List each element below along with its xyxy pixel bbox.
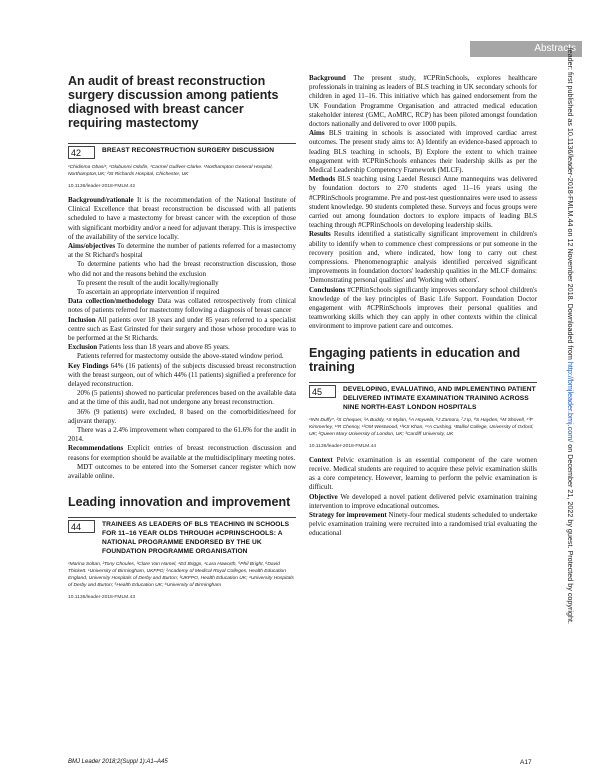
paragraph xyxy=(309,74,537,129)
abstract-authors: ¹INN Duffy*, ²S Chequer, ³A Buddy, ⁴S Mylan, ⁵A Hoyuela, ⁶J Zamora, ⁷J Ip, ⁸S Hayden, ⁹M Shovell, ¹⁰F Kimmerley, ¹¹R Chenoy, ¹²OM Westwood, ¹³KS Khan, ¹⁴A Cushing. ¹Balliol College, University of Oxford, UK; ²Queen Mary University of London, UK; ³Cardiff University, UK xyxy=(309,417,534,437)
right-column xyxy=(309,74,537,539)
abstract-number: 45 xyxy=(309,385,336,398)
abstract-42-page-title: An audit of breast reconstruction surgery discussion among patients diagnosed with breast cancer requiring mastectomy xyxy=(68,74,279,130)
paragraph-text: Explicit entries of breast reconstruction discussion and reasons for exemption should be available at the multidisciplinary meeting notes. xyxy=(68,444,296,462)
paragraph-text: 20% (5 patients) showed no particular preferences based on the available data and at the time of this audit, had not undergone any breast reconstruction. xyxy=(68,389,296,407)
side-note-text: leader: first published as 10.1136/leader-2018-FMLM.44 on 12 November 2018. Downloaded from xyxy=(566,48,575,362)
abstract-44-body xyxy=(309,74,537,332)
paragraph xyxy=(68,362,296,390)
paragraph-label: Aims/objectives xyxy=(68,242,116,251)
paragraph-text: To ascertain an appropriate intervention if required xyxy=(77,288,220,297)
abstract-doi[interactable]: 10.1136/leader-2018-FMLM.43 xyxy=(68,595,136,601)
paragraph xyxy=(68,463,296,481)
paragraph xyxy=(309,175,537,230)
paragraph-text: To determine patients who had the breast reconstruction discussion, those who did not and the reasons behind the exclusion xyxy=(68,260,296,278)
paragraph-text: Patients less than 18 years and above 85 years. xyxy=(97,343,230,352)
paragraph-text: The present study, #CPRinSchools, explores healthcare professionals in training as leaders of BLS teaching in UK secondary schools for children in aged 11–16. This initiative which has gained endorsement from the UK Foundation Programme Organisation and attracted medical education stakeholder interest (GMC, AoMRC, RCP) has been piloted amongst foundation doctors nationally and delivered to over 1000 pupils. xyxy=(309,74,537,129)
paragraph-text: BLS teaching using Laedel Resusci Anne mannequins was delivered by foundation doctors to 270 students aged 11–16 years using the #CPRinSchools programme. Pre and post-test questionnaires were used to assess student knowledge. 90 students completed these. Surveys and focus groups were carried out among foundation doctors to explore impacts of leading BLS teaching through #CPRinSchools on developing leadership skills. xyxy=(309,175,537,230)
journal-citation: BMJ Leader 2018;2(Suppl 1):A1–A45 xyxy=(68,759,168,765)
paragraph xyxy=(309,456,537,493)
paragraph-label: Context xyxy=(309,455,333,464)
section-heading: Engaging patients in education and training xyxy=(309,345,521,374)
paragraph-text: BLS training in schools is associated with improved cardiac arrest outcomes. The present study aims to: A) Identify an evidence-based approach to leading BLS teaching in schools, B) Explore the extent to which trainee engagement with #CPRinSchools enhances their leadership skills as per the Medical Leadership Competency Framework (MLCF). xyxy=(309,129,537,175)
abstract-authors: ¹Marina Soltan, ²Tony Choules, ³Clare Van Hamel, ⁴Ed Briggs, ⁴Lara Haworth, ⁵Phil Bright, ⁶David Thickett. ¹University of Birmingham, UKFPO; ²Academy of Medical Royal Colleges, Health Education England, University Hospitals of Derby and Burton; ³UKFPO, Health Education UK; ⁴University Hospitals of Derby and Burton; ⁵Health Education UK; ⁶University of Birmingham xyxy=(68,562,294,589)
paragraph-label: Background xyxy=(309,74,346,82)
paragraph-text: All patients over 18 years and under 85 years referred to a specialist centre such as East Grinsted for their surgery and those whose procedure was to be performed at the St Richards. xyxy=(68,315,296,343)
paragraph-text: Ninety-four medical students scheduled to undertake pelvic examination training were recruited into a randomised trial evaluating the educational xyxy=(309,510,537,538)
abstract-doi[interactable]: 10.1136/leader-2018-FMLM.42 xyxy=(68,184,136,189)
paragraph-text: Patients referred for mastectomy outside the above-stated window period. xyxy=(77,352,284,361)
abstract-number: 44 xyxy=(68,520,95,533)
paragraph-label: Key Findings xyxy=(68,361,109,370)
paragraph xyxy=(68,444,296,462)
abstract-title: DEVELOPING, EVALUATING, AND IMPLEMENTING PATIENT DELIVERED INTIMATE EXAMINATION TRAINING ACROSS NINE NORTH-EAST LONDON HOSPITALS xyxy=(343,385,536,411)
paragraph-label: Strategy for improvement xyxy=(309,510,387,519)
abstract-title: TRAINEES AS LEADERS OF BLS TEACHING IN SCHOOLS FOR 11–16 YEAR OLDS THROUGH #CPRINSCHOOLS: A NATIONAL PROGRAMME ENDORSED BY THE UK FOUNDATION PROGRAMME ORGANISATION xyxy=(102,521,290,556)
paragraph xyxy=(68,279,296,288)
abstract-45-body xyxy=(309,456,537,539)
abstracts-banner: Abstracts xyxy=(470,41,582,57)
paragraph-label: Exclusion xyxy=(68,343,98,352)
paragraph-text: To determine the number of patients referred for a mastectomy at the St Richard's hospital xyxy=(68,242,296,260)
paragraph-text: 64% (16 patients) of the subjects discussed breast reconstruction with the breast surgeon, out of which 44% (11 patients) signified a preference for delayed reconstruction. xyxy=(68,361,296,389)
paragraph-text: To present the result of the audit locally/regionally xyxy=(77,278,219,287)
paragraph xyxy=(68,196,296,242)
paragraph-label: Results xyxy=(309,230,331,239)
abstract-number: 42 xyxy=(68,146,95,159)
paragraph xyxy=(68,426,296,444)
section-heading: Leading innovation and improvement xyxy=(68,495,291,510)
paragraph-label: Inclusion xyxy=(68,315,96,324)
paragraph-label: Background/rationale xyxy=(68,196,134,204)
paragraph xyxy=(309,286,537,332)
paragraph-label: Aims xyxy=(309,129,325,138)
paragraph xyxy=(68,408,296,426)
abstract-title: BREAST RECONSTRUCTION SURGERY DISCUSSION xyxy=(102,147,275,154)
side-note-text-end: on December 21, 2022 by guest. Protected by copyright. xyxy=(566,442,575,624)
paragraph-text: Data was collated retrospectively from clinical notes of patients referred for mastectomy following a diagnosis of breast cancer xyxy=(68,297,296,315)
paragraph xyxy=(68,297,296,315)
paragraph-text: It is the recommendation of the National Institute of Clinical Excellence that breast reconstruction be discussed with all patients scheduled to have a mastectomy for breast cancer with the exception of those with significant morbidity and/or a need for adjuvant therapy. This is irrespective of the availability of the service locally. xyxy=(68,196,296,241)
site-link[interactable]: http://bmjleader.bmj.com/ xyxy=(566,361,575,443)
page-number: A17 xyxy=(520,759,532,766)
paragraph-text: We developed a novel patient delivered pelvic examination training intervention to improve educational outcomes. xyxy=(309,492,537,510)
paragraph-text: Pelvic examination is an essential component of the care women receive. Medical students are required to acquire these pelvic examination skills as a core competency. However, learning to perform the pelvic examination is difficult. xyxy=(309,455,537,492)
paragraph-text: Results identified a statistically significant improvement in children's ability to identify when to commence chest compressions or put someone in the recovery position and, where indicated, how long to carry out chest compressions. Phenomenographic analysis identified perceived significant improvements in foundation doctors' leadership qualities in the MLCF domains: 'Demonstrating personal qualities' and 'Working with others'. xyxy=(309,230,537,285)
abstract-doi[interactable]: 10.1136/leader-2018-FMLM.44 xyxy=(309,443,377,449)
paragraph-text: There was a 2.4% improvement when compared to the 61.6% for the audit in 2014. xyxy=(68,426,296,444)
paragraph xyxy=(68,343,296,352)
paragraph-label: Conclusions xyxy=(309,285,346,294)
paragraph-label: Methods xyxy=(309,175,336,184)
left-column xyxy=(68,74,296,607)
abstract-44-header xyxy=(68,517,296,556)
paragraph xyxy=(309,230,537,285)
abstract-42-header xyxy=(68,143,296,159)
paragraph xyxy=(68,352,296,361)
paragraph xyxy=(309,493,537,511)
paragraph xyxy=(68,242,296,260)
paragraph-text: 36% (9 patients) were excluded, 8 based on the comorbidities/need for adjuvant therapy. xyxy=(68,407,296,425)
paragraph xyxy=(68,288,296,297)
paragraph xyxy=(68,389,296,407)
paragraph-text: #CPRinSchools significantly improves secondary school children's knowledge of the key principles of Basic Life Support. Foundation Doctor engagement with #CPRinSchools improves their personal qualities and teamworking skills which they can apply in other contexts within the clinical environment to improve patient care and outcomes. xyxy=(309,285,537,331)
abstract-authors: ¹Chidinma Obasi*, ¹Olubunmi Odofin, ¹Carmel Gulliver-Clarke. ¹Northampton General Hospital, Northampton,UK; ²St Richards Hospital, Chichester, UK xyxy=(68,165,273,177)
paragraph-text: MDT outcomes to be entered into the Somerset cancer register which now available online. xyxy=(68,462,296,481)
paragraph-label: Objective xyxy=(309,492,338,501)
paragraph xyxy=(309,511,537,539)
paragraph xyxy=(68,260,296,278)
copyright-side-note xyxy=(566,48,575,748)
paragraph-label: Data collection/methodology xyxy=(68,297,155,306)
paragraph-label: Recommendations xyxy=(68,444,124,453)
abstract-45-header xyxy=(309,382,537,412)
abstract-42-body xyxy=(68,196,296,481)
paragraph xyxy=(68,316,296,344)
paragraph xyxy=(309,129,537,175)
